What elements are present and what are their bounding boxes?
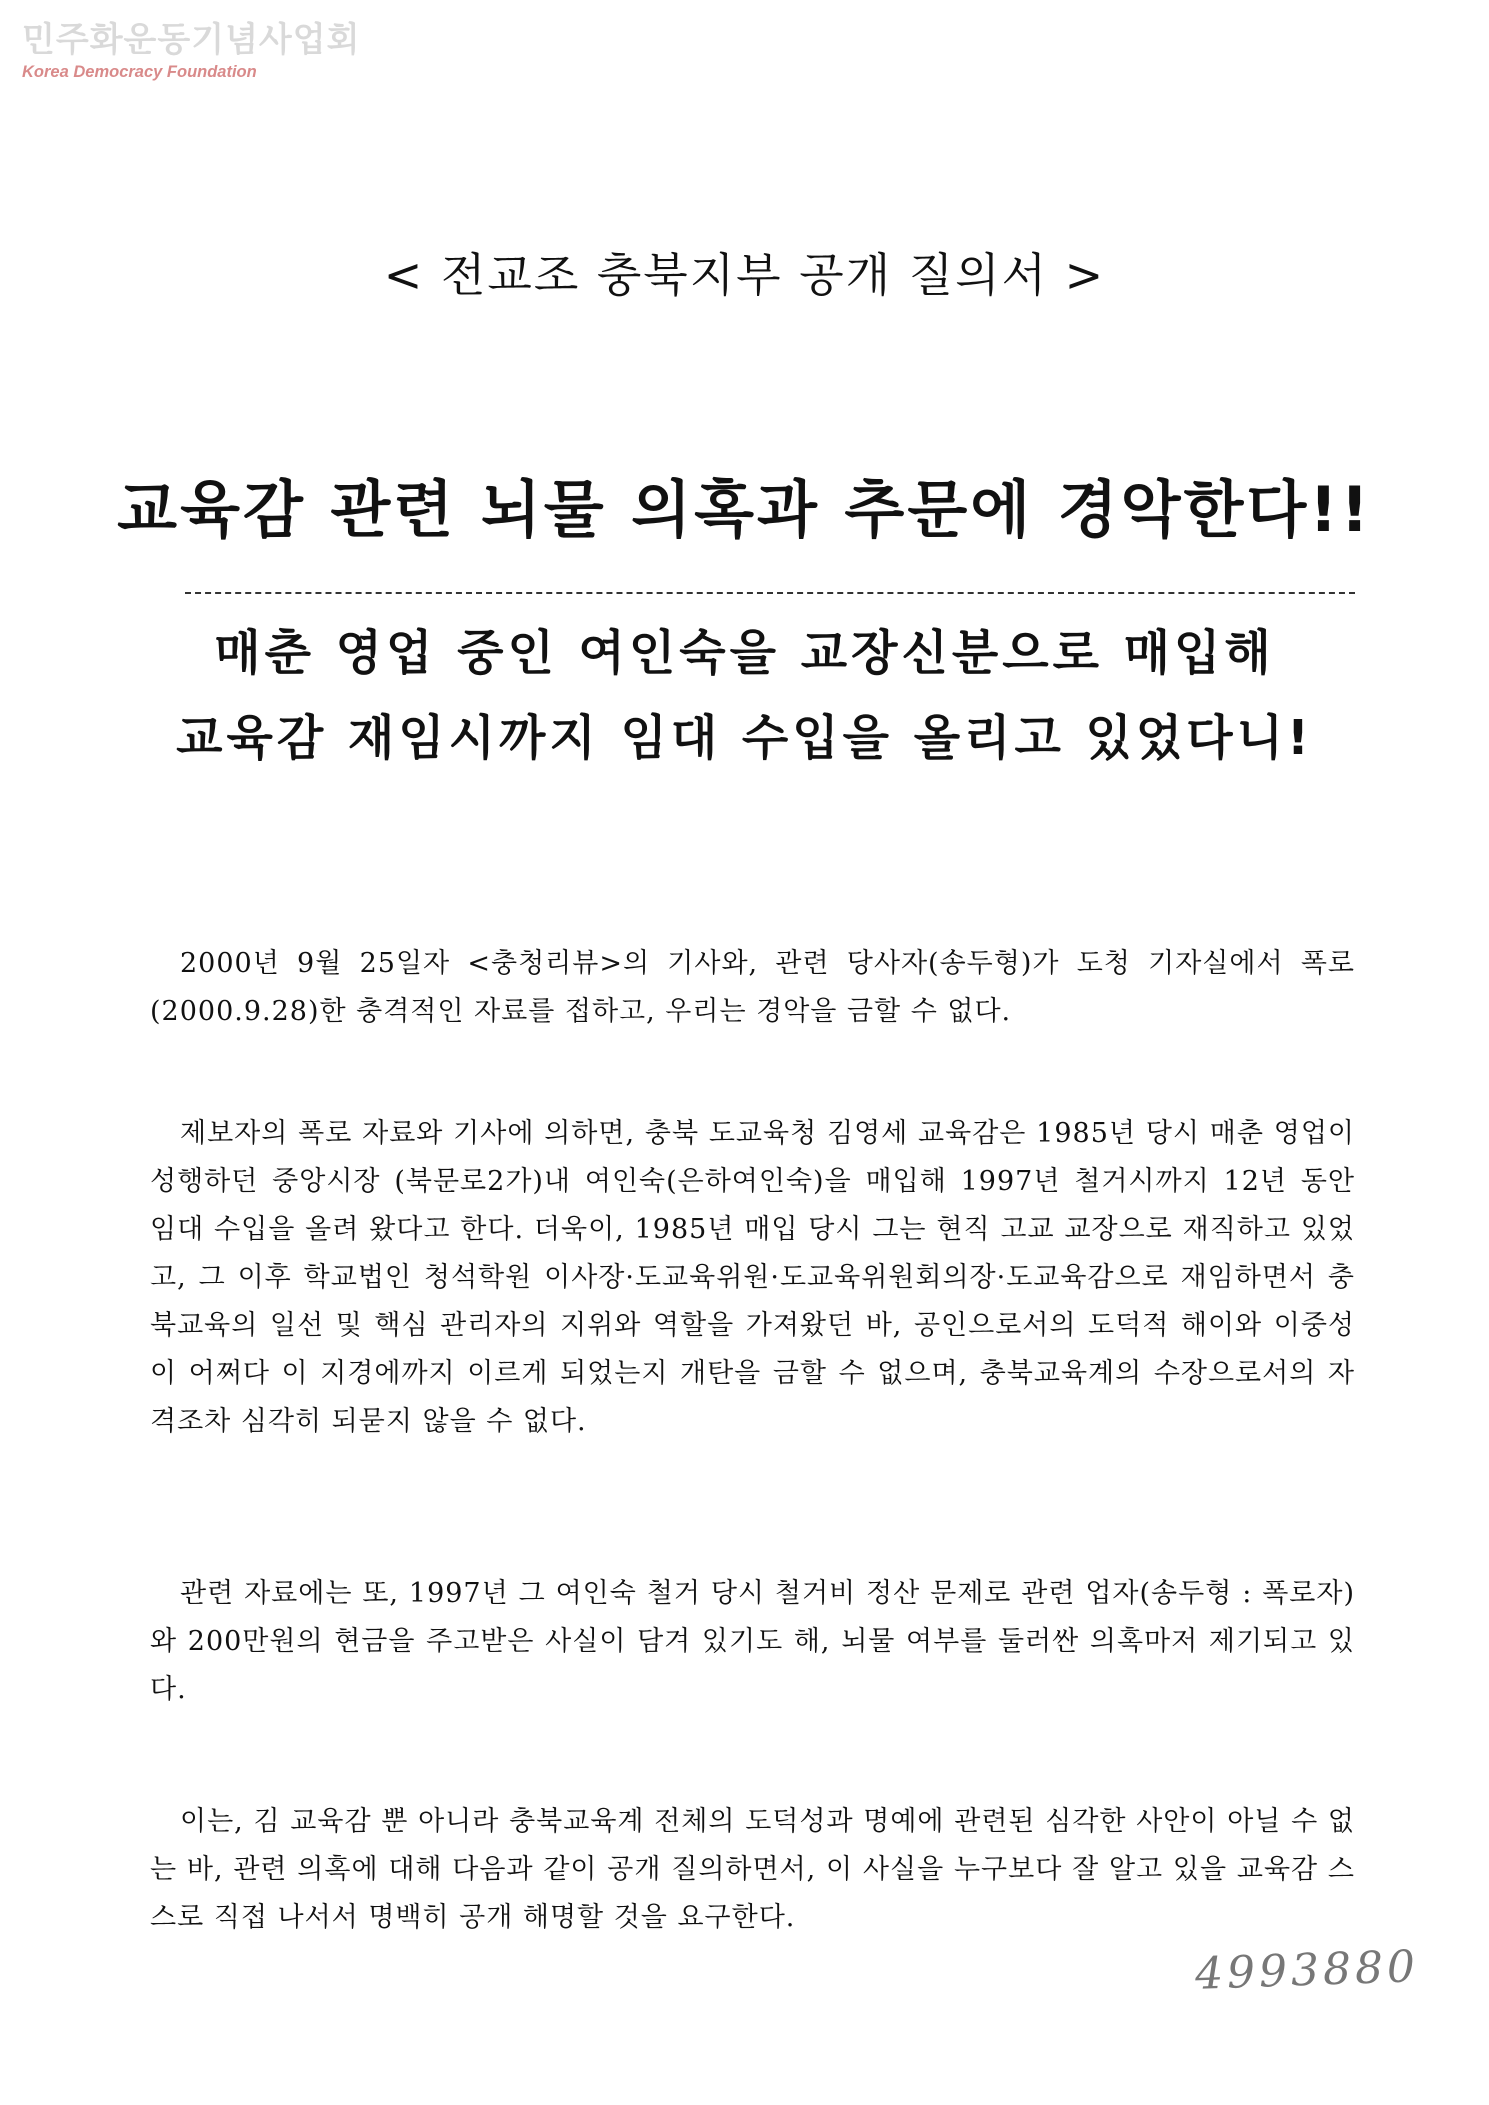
body-paragraph-2: 제보자의 폭로 자료와 기사에 의하면, 충북 도교육청 김영세 교육감은 1985년 당시 매춘 영업이 성행하던 중앙시장 (북문로2가)내 여인숙(은하여인숙)을 매입해 1997년 철거시까지 12년 동안 임대 수입을 올려 왔다고 한다. 더욱이, 1985년 매입 당시 그는 현직 고교 교장으로 재직하고 있었고, 그 이후 학교법인 청석학원 이사장·도교육위원·도교육위원회의장·도교육감으로 재임하면서 충북교육의 일선 및 핵심 관리자의 지위와 역할을 가져왔던 바, 공인으로서의 도덕적 해이와 이중성이 어쩌다 이 지경에까지 이르게 되었는지 개탄을 금할 수 없으며, 충북교육계의 수장으로서의 자격조차 심각히 되묻지 않을 수 없다. <box>150 1118 1355 1437</box>
subtitle-line-1: 매춘 영업 중인 여인숙을 교장신분으로 매입해 <box>214 625 1275 681</box>
watermark-korean-text: 민주화운동기념사업회 <box>22 20 361 60</box>
title-divider <box>185 592 1355 594</box>
document-title: 교육감 관련 뇌물 의혹과 추문에 경악한다!! <box>117 473 1372 546</box>
handwritten-archive-number: 4993880 <box>1194 1941 1420 2000</box>
watermark-english-text: Korea Democracy Foundation <box>22 63 257 81</box>
body-paragraph-3: 관련 자료에는 또, 1997년 그 여인숙 철거 당시 철거비 정산 문제로 관련 업자(송두형 : 폭로자)와 200만원의 현금을 주고받은 사실이 담겨 있기도 해, 뇌물 여부를 둘러싼 의혹마저 제기되고 있다. <box>150 1578 1355 1705</box>
body-paragraph-1: 2000년 9월 25일자 <충청리뷰>의 기사와, 관련 당사자(송두형)가 도청 기자실에서 폭로(2000.9.28)한 충격적인 자료를 접하고, 우리는 경악을 금할 수 없다. <box>150 948 1355 1027</box>
document-label: < 전교조 충북지부 공개 질의서 > <box>383 248 1106 302</box>
watermark-logo <box>22 20 360 82</box>
subtitle-line-2: 교육감 재임시까지 임대 수입을 올리고 있었다니! <box>176 710 1313 766</box>
body-paragraph-4: 이는, 김 교육감 뿐 아니라 충북교육계 전체의 도덕성과 명예에 관련된 심각한 사안이 아닐 수 없는 바, 관련 의혹에 대해 다음과 같이 공개 질의하면서, 이 사실을 누구보다 잘 알고 있을 교육감 스스로 직접 나서서 명백히 공개 해명할 것을 요구한다. <box>150 1806 1355 1933</box>
